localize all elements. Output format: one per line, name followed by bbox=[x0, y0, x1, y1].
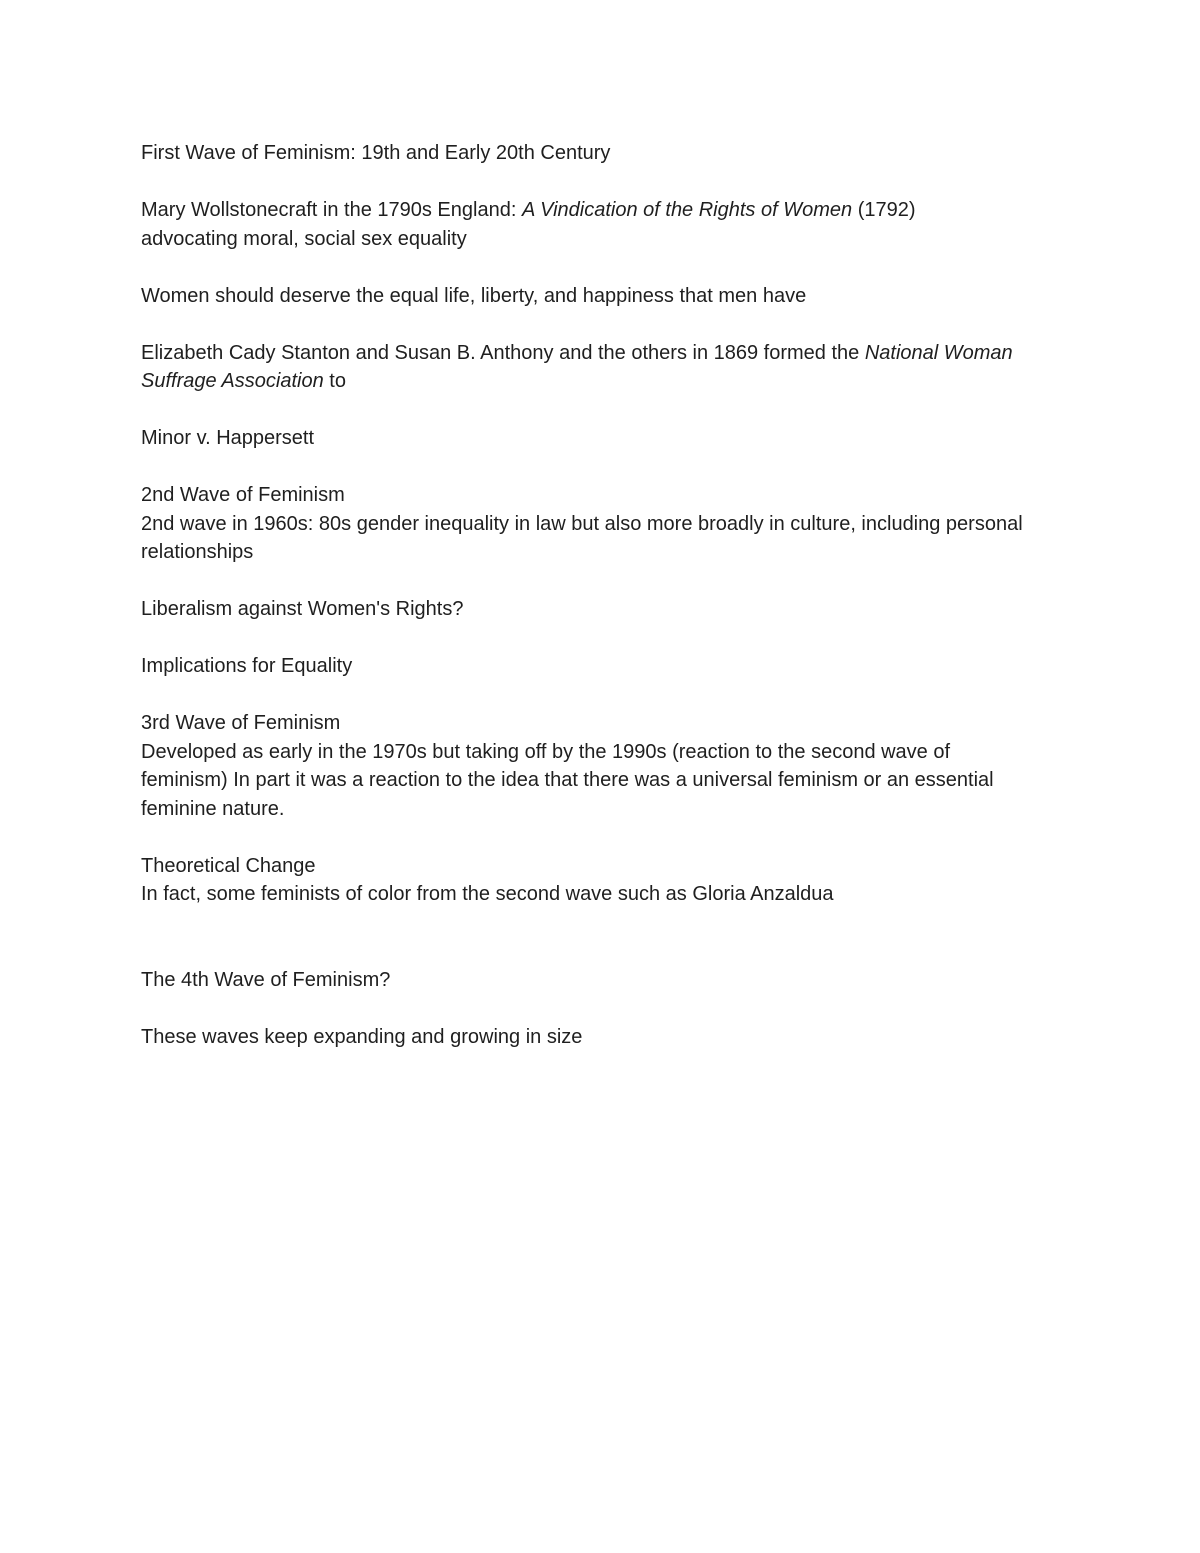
wollstonecraft-intro: Mary Wollstonecraft in the 1790s England: bbox=[141, 199, 522, 221]
wollstonecraft-continuation: advocating moral, social sex equality bbox=[141, 227, 467, 250]
third-wave-heading: 3rd Wave of Feminism bbox=[141, 712, 341, 734]
third-wave-body: Developed as early in the 1970s but taking off by the 1990s (reaction to the second wave of feminism) In part it was a reaction to the idea that there was a universal feminism or an essential feminine nature. bbox=[141, 740, 994, 820]
blank-line-spacer bbox=[141, 937, 1041, 966]
implications-line: Implications for Equality bbox=[141, 655, 353, 677]
vindication-year: (1792) bbox=[852, 199, 916, 221]
minor-case-line: Minor v. Happersett bbox=[141, 427, 315, 449]
document-body bbox=[141, 139, 1041, 1080]
women-deserve-paragraph: Women should deserve the equal life, liberty, and happiness that men have bbox=[141, 284, 807, 307]
theoretical-change-body: In fact, some feminists of color from the second wave such as Gloria Anzaldua bbox=[141, 883, 834, 905]
liberalism-line: Liberalism against Women's Rights? bbox=[141, 598, 464, 620]
wollstonecraft-paragraph bbox=[141, 196, 1041, 253]
fourth-wave-line: The 4th Wave of Feminism? bbox=[141, 968, 391, 991]
stanton-ending: to bbox=[323, 370, 346, 392]
first-wave-heading: First Wave of Feminism: 19th and Early 20th Century bbox=[141, 142, 611, 164]
suffrage-association-name: National Woman Suffrage Association bbox=[141, 341, 1013, 392]
theoretical-change-heading: Theoretical Change bbox=[141, 854, 316, 877]
second-wave-heading: 2nd Wave of Feminism bbox=[141, 484, 345, 506]
vindication-book-title: A Vindication of the Rights of Women bbox=[521, 199, 853, 221]
stanton-paragraph bbox=[141, 339, 1041, 396]
closing-line: These waves keep expanding and growing in size bbox=[141, 1025, 583, 1048]
stanton-intro: Elizabeth Cady Stanton and Susan B. Anthony and the others in 1869 formed the bbox=[141, 341, 865, 364]
second-wave-body: 2nd wave in 1960s: 80s gender inequality in law but also more broadly in culture, including personal relationships bbox=[141, 512, 1023, 563]
